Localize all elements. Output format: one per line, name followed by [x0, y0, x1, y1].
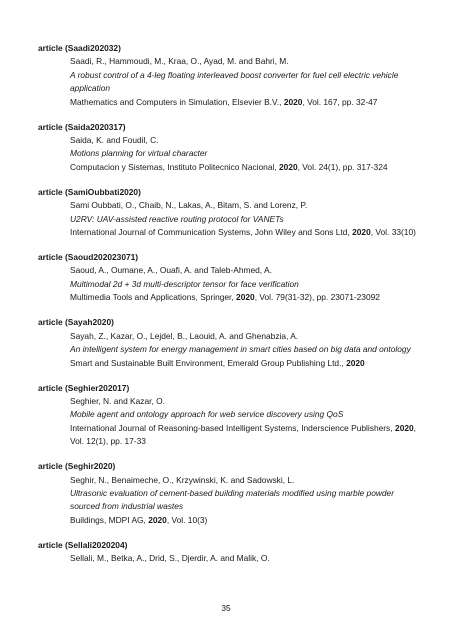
entry-body	[70, 474, 416, 528]
bibliography-list	[38, 42, 416, 566]
entry-body	[70, 330, 416, 370]
entry-key: article (Seghier202017)	[38, 382, 130, 393]
entry-venue	[70, 161, 416, 174]
entry-key: article (Sellali2020204)	[38, 539, 128, 550]
venue-details: , Vol. 167, pp. 32-47	[302, 96, 378, 107]
venue-year: 2020	[236, 292, 255, 303]
entry-title: Motions planning for virtual character	[70, 148, 208, 159]
venue-text: Multimedia Tools and Applications, Springer,	[70, 292, 237, 303]
venue-details: , Vol. 79(31-32), pp. 23071-23092	[254, 292, 380, 303]
entry-title: An intelligent system for energy management in smart cities based on big data and ontology	[70, 344, 411, 355]
venue-text: International Journal of Reasoning-based Intelligent Systems, Inderscience Publishers,	[70, 422, 396, 433]
entry-body	[70, 264, 416, 304]
entry-key: article (Saadi202032)	[38, 43, 121, 53]
entry-authors: Sayah, Z., Kazar, O., Lejdel, B., Laouid, A. and Ghenabzia, A.	[70, 330, 299, 341]
entry-body	[70, 134, 416, 174]
bib-entry	[38, 186, 416, 240]
entry-body	[70, 55, 416, 109]
venue-year: 2020	[395, 422, 414, 433]
entry-authors: Saida, K. and Foudil, C.	[70, 135, 159, 146]
venue-year: 2020	[283, 96, 303, 107]
entry-authors: Seghier, N. and Kazar, O.	[70, 395, 165, 406]
entry-venue	[70, 96, 416, 109]
entry-title: Ultrasonic evaluation of cement-based building materials modified using marble powder sourced from industrial wastes	[70, 487, 395, 512]
venue-year: 2020	[352, 227, 371, 238]
venue-details: , Vol. 33(10)	[370, 227, 416, 238]
entry-authors: Saadi, R., Hammoudi, M., Kraa, O., Ayad, M. and Bahri, M.	[70, 56, 289, 67]
bib-entry	[38, 539, 416, 566]
entry-venue	[70, 291, 416, 304]
venue-year: 2020	[279, 161, 298, 172]
venue-text: Smart and Sustainable Built Environment, Emerald Group Publishing Ltd.,	[70, 357, 347, 368]
entry-venue	[70, 226, 416, 239]
venue-details: , Vol. 10(3)	[166, 514, 208, 525]
venue-year: 2020	[346, 357, 365, 368]
entry-key: article (Sayah2020)	[38, 317, 114, 328]
bib-entry	[38, 460, 416, 527]
entry-authors: Sellali, M., Betka, A., Drid, S., Djerdir, A. and Malik, O.	[70, 553, 270, 564]
entry-body	[70, 199, 416, 239]
venue-details: , Vol. 24(1), pp. 317-324	[297, 161, 388, 172]
entry-body	[70, 395, 416, 449]
entry-key: article (SamiOubbati2020)	[38, 186, 141, 197]
page-number: 35	[221, 603, 231, 613]
entry-title: U2RV: UAV-assisted reactive routing protocol for VANETs	[70, 213, 284, 224]
entry-key: article (Saida2020317)	[38, 121, 126, 132]
entry-title: A robust control of a 4-leg floating interleaved boost converter for fuel cell electric vehicle application	[70, 69, 399, 94]
entry-venue	[70, 422, 416, 449]
entry-key: article (Seghir2020)	[38, 461, 116, 472]
entry-authors: Sami Oubbati, O., Chaib, N., Lakas, A., Bitam, S. and Lorenz, P.	[70, 200, 308, 211]
entry-authors: Saoud, A., Oumane, A., Ouafi, A. and Taleb-Ahmed, A.	[70, 265, 272, 276]
venue-details: , Vol. 12(1), pp. 17-33	[70, 422, 416, 447]
entry-title: Multimodal 2d + 3d multi-descriptor tensor for face verification	[70, 278, 299, 289]
bib-entry	[38, 251, 416, 305]
entry-venue	[70, 357, 416, 370]
venue-text: Buildings, MDPI AG,	[70, 514, 149, 525]
bib-entry	[38, 42, 416, 109]
bib-entry	[38, 382, 416, 449]
entry-title: Mobile agent and ontology approach for web service discovery using QoS	[70, 409, 344, 420]
bib-entry	[38, 316, 416, 370]
bib-entry	[38, 121, 416, 175]
entry-body	[70, 552, 416, 565]
entry-key: article (Saoud202023071)	[38, 252, 139, 263]
venue-text: International Journal of Communication Systems, John Wiley and Sons Ltd,	[70, 227, 353, 238]
venue-text: Mathematics and Computers in Simulation, Elsevier B.V.,	[70, 96, 284, 107]
venue-text: Computacion y Sistemas, Instituto Politecnico Nacional,	[70, 161, 280, 172]
entry-venue	[70, 514, 416, 527]
entry-authors: Seghir, N., Benaimeche, O., Krzywinski, K. and Sadowski, L.	[70, 474, 295, 485]
venue-year: 2020	[148, 514, 167, 525]
